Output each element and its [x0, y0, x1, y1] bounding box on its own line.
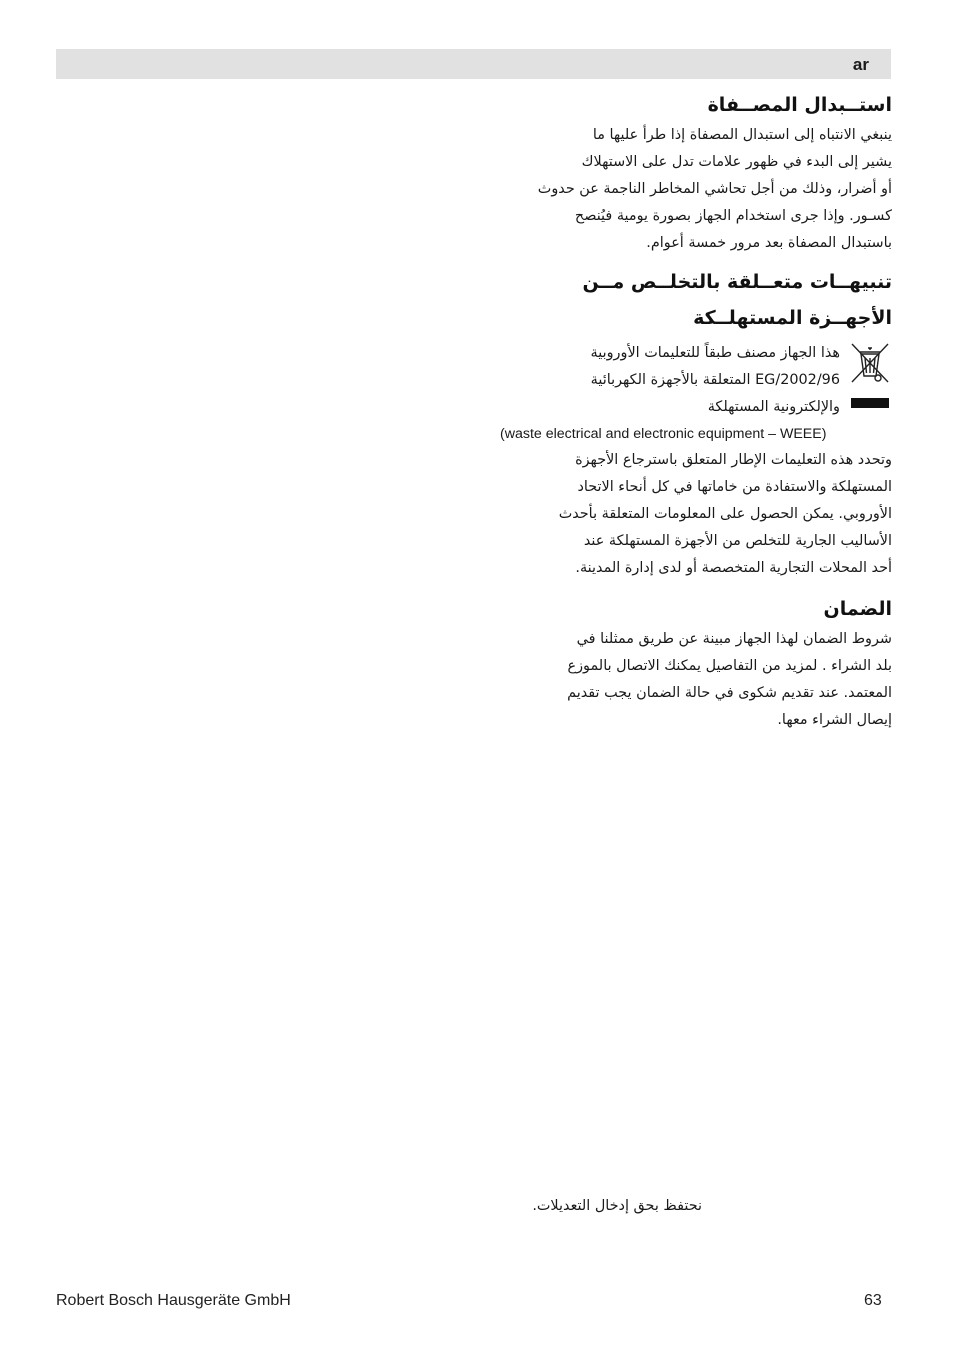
language-header-bar: [56, 49, 891, 79]
body-line: باستبدال المصفاة بعد مرور خمسة أعوام.: [646, 235, 892, 251]
page-number: 63: [864, 1292, 882, 1309]
body-line: بلد الشراء . لمزيد من التفاصيل يمكنك الاتصال بالموزع: [567, 658, 892, 674]
body-line: شروط الضمان لهذا الجهاز مبينة عن طريق ممثلنا في: [576, 631, 892, 647]
body-line: يشير إلى البدء في ظهور علامات تدل على الاستهلاك: [581, 154, 892, 170]
language-code: ar: [852, 55, 869, 74]
weee-symbols: [848, 340, 892, 421]
body-line: المعتمد. عند تقديم شكوى في حالة الضمان يجب تقديم: [567, 685, 892, 701]
weee-latin-line: (waste electrical and electronic equipment – WEEE): [500, 426, 827, 442]
body-line: أحد المحلات التجارية المتخصصة أو لدى إدارة المدينة.: [575, 560, 892, 576]
body-line: والإلكترونية المستهلكة: [707, 399, 840, 415]
disposal-body: [500, 447, 892, 582]
black-bar-icon: [851, 398, 889, 408]
weee-notice: [500, 340, 892, 421]
body-line: الأساليب الجارية للتخلص من الأجهزة المستهلكة عند: [583, 533, 892, 549]
body-line: أو أضرار، وذلك من أجل تحاشي المخاطر الناجمة عن حدوث: [537, 181, 892, 197]
filter-replacement-section: [500, 88, 892, 257]
body-line: المستهلكة والاستفادة من خاماتها في كل أنحاء الاتحاد: [577, 479, 892, 495]
warranty-body: [500, 626, 892, 734]
company-name: Robert Bosch Hausgeräte GmbH: [56, 1292, 291, 1309]
warranty-section: [500, 592, 892, 734]
body-line: وتحدد هذه التعليمات الإطار المتعلق باسترجاع الأجهزة: [575, 452, 892, 468]
body-line: 2002/96/EG المتعلقة بالأجهزة الكهربائية: [590, 372, 840, 388]
warranty-title: الضمان: [823, 598, 892, 620]
body-line: إيصال الشراء معها.: [777, 712, 892, 728]
filter-replacement-title: استــبدال المصــفاة: [707, 94, 892, 116]
filter-replacement-body: [500, 122, 892, 257]
disposal-title-line2: الأجهــزة المستهلــكة: [693, 307, 892, 329]
disposal-title-line1: تنبيهــات متعــلقة بالتخلــص مــن: [582, 271, 892, 293]
disposal-section: [500, 264, 892, 582]
body-line: ينبغي الانتباه إلى استبدال المصفاة إذا طرأ عليها ما: [592, 127, 892, 143]
reserve-changes-note: نحتفظ بحق إدخال التعديلات.: [532, 1198, 702, 1214]
weee-intro: [500, 340, 840, 421]
crossed-out-bin-icon: [848, 340, 892, 386]
body-line: هذا الجهاز مصنف طبقاً للتعليمات الأوروبية: [590, 345, 840, 361]
body-line: الأوروبي. يمكن الحصول على المعلومات المتعلقة بأحدث: [558, 506, 892, 522]
body-line: كسـور. وإذا جرى استخدام الجهاز بصورة يومية فيُنصح: [574, 208, 892, 224]
